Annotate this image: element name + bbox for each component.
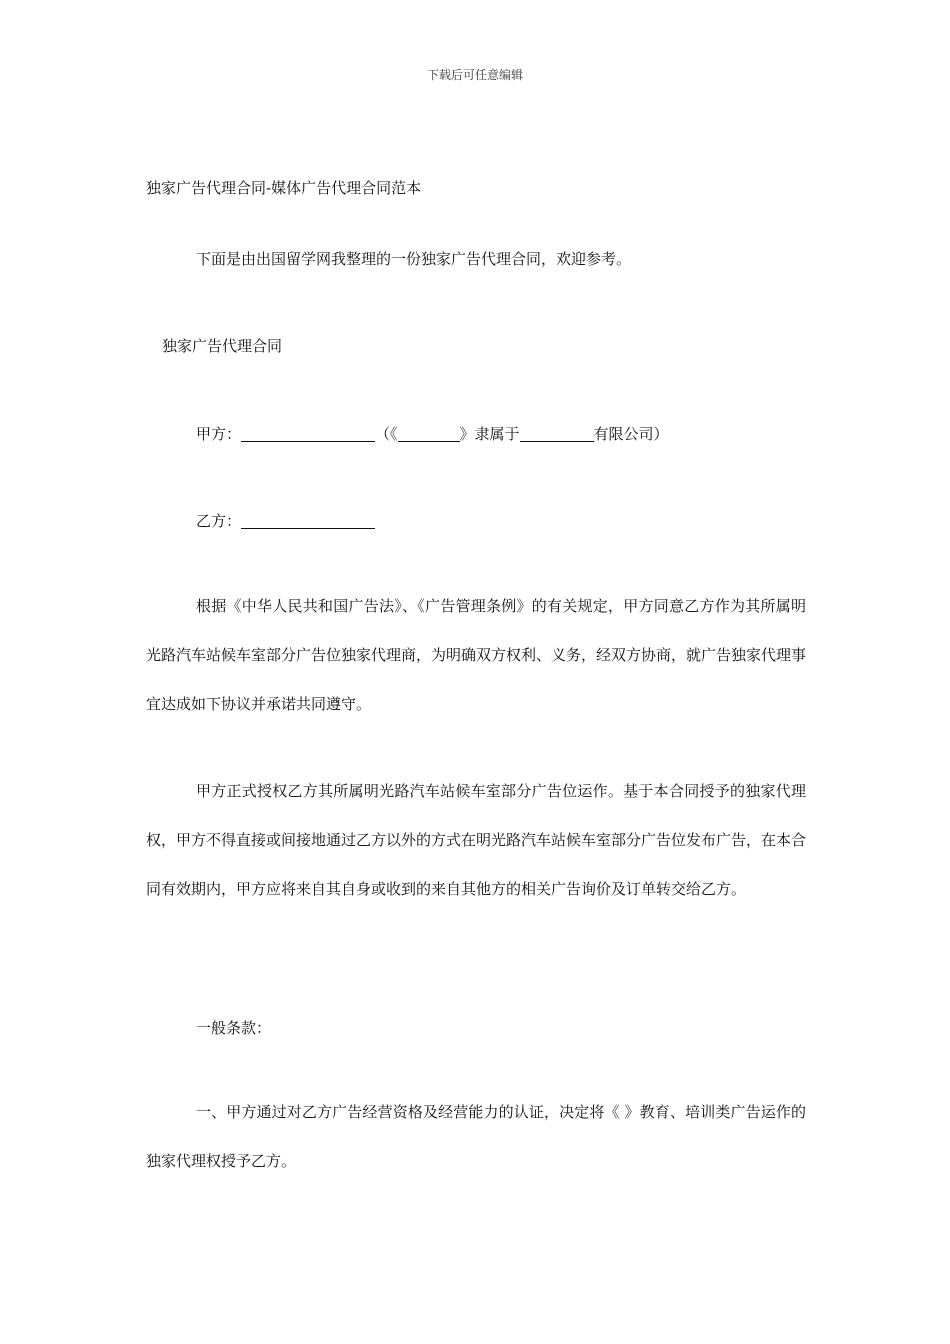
party-a-company-blank[interactable] xyxy=(520,425,594,442)
party-a-line xyxy=(196,423,669,444)
clause-one: 一、甲方通过对乙方广告经营资格及经营能力的认证，决定将《 》教育、培训类广告运作的独家代理权授予乙方。 xyxy=(146,1103,806,1170)
paragraph-legal-basis: 根据《中华人民共和国广告法》、《广告管理条例》的有关规定，甲方同意乙方作为其所属明光路汽车站候车室部分广告位独家代理商，为明确双方权利、义务，经双方协商，就广告独家代理事宜达成如下协议并承诺共同遵守。 xyxy=(146,597,807,713)
general-terms-heading: 一般条款： xyxy=(196,1019,272,1037)
paragraph-authorization: 甲方正式授权乙方其所属明光路汽车站候车室部分广告位运作。基于本合同授予的独家代理权，甲方不得直接或间接地通过乙方以外的方式在明光路汽车站候车室部分广告位发布广告，在本合同有效期内，甲方应将来自其自身或收到的来自其他方的相关广告询价及订单转交给乙方。 xyxy=(146,782,807,898)
party-a-label: 甲方： xyxy=(196,425,242,443)
document-title: 独家广告代理合同-媒体广告代理合同范本 xyxy=(146,179,422,197)
party-b-label: 乙方： xyxy=(196,512,242,530)
party-a-affiliation: 》隶属于 xyxy=(459,425,520,443)
page-header: 下载后可任意编辑 xyxy=(426,68,523,82)
party-a-media-blank[interactable] xyxy=(398,425,460,442)
party-b-name-blank[interactable] xyxy=(241,512,375,529)
intro-text: 下面是由出国留学网我整理的一份独家广告代理合同，欢迎参考。 xyxy=(196,250,632,268)
party-a-name-blank[interactable] xyxy=(241,425,375,442)
party-a-close: 有限公司） xyxy=(593,425,669,443)
party-b-line xyxy=(196,510,375,531)
party-a-open-bracket: （《 xyxy=(375,425,398,443)
contract-heading: 独家广告代理合同 xyxy=(162,337,283,355)
